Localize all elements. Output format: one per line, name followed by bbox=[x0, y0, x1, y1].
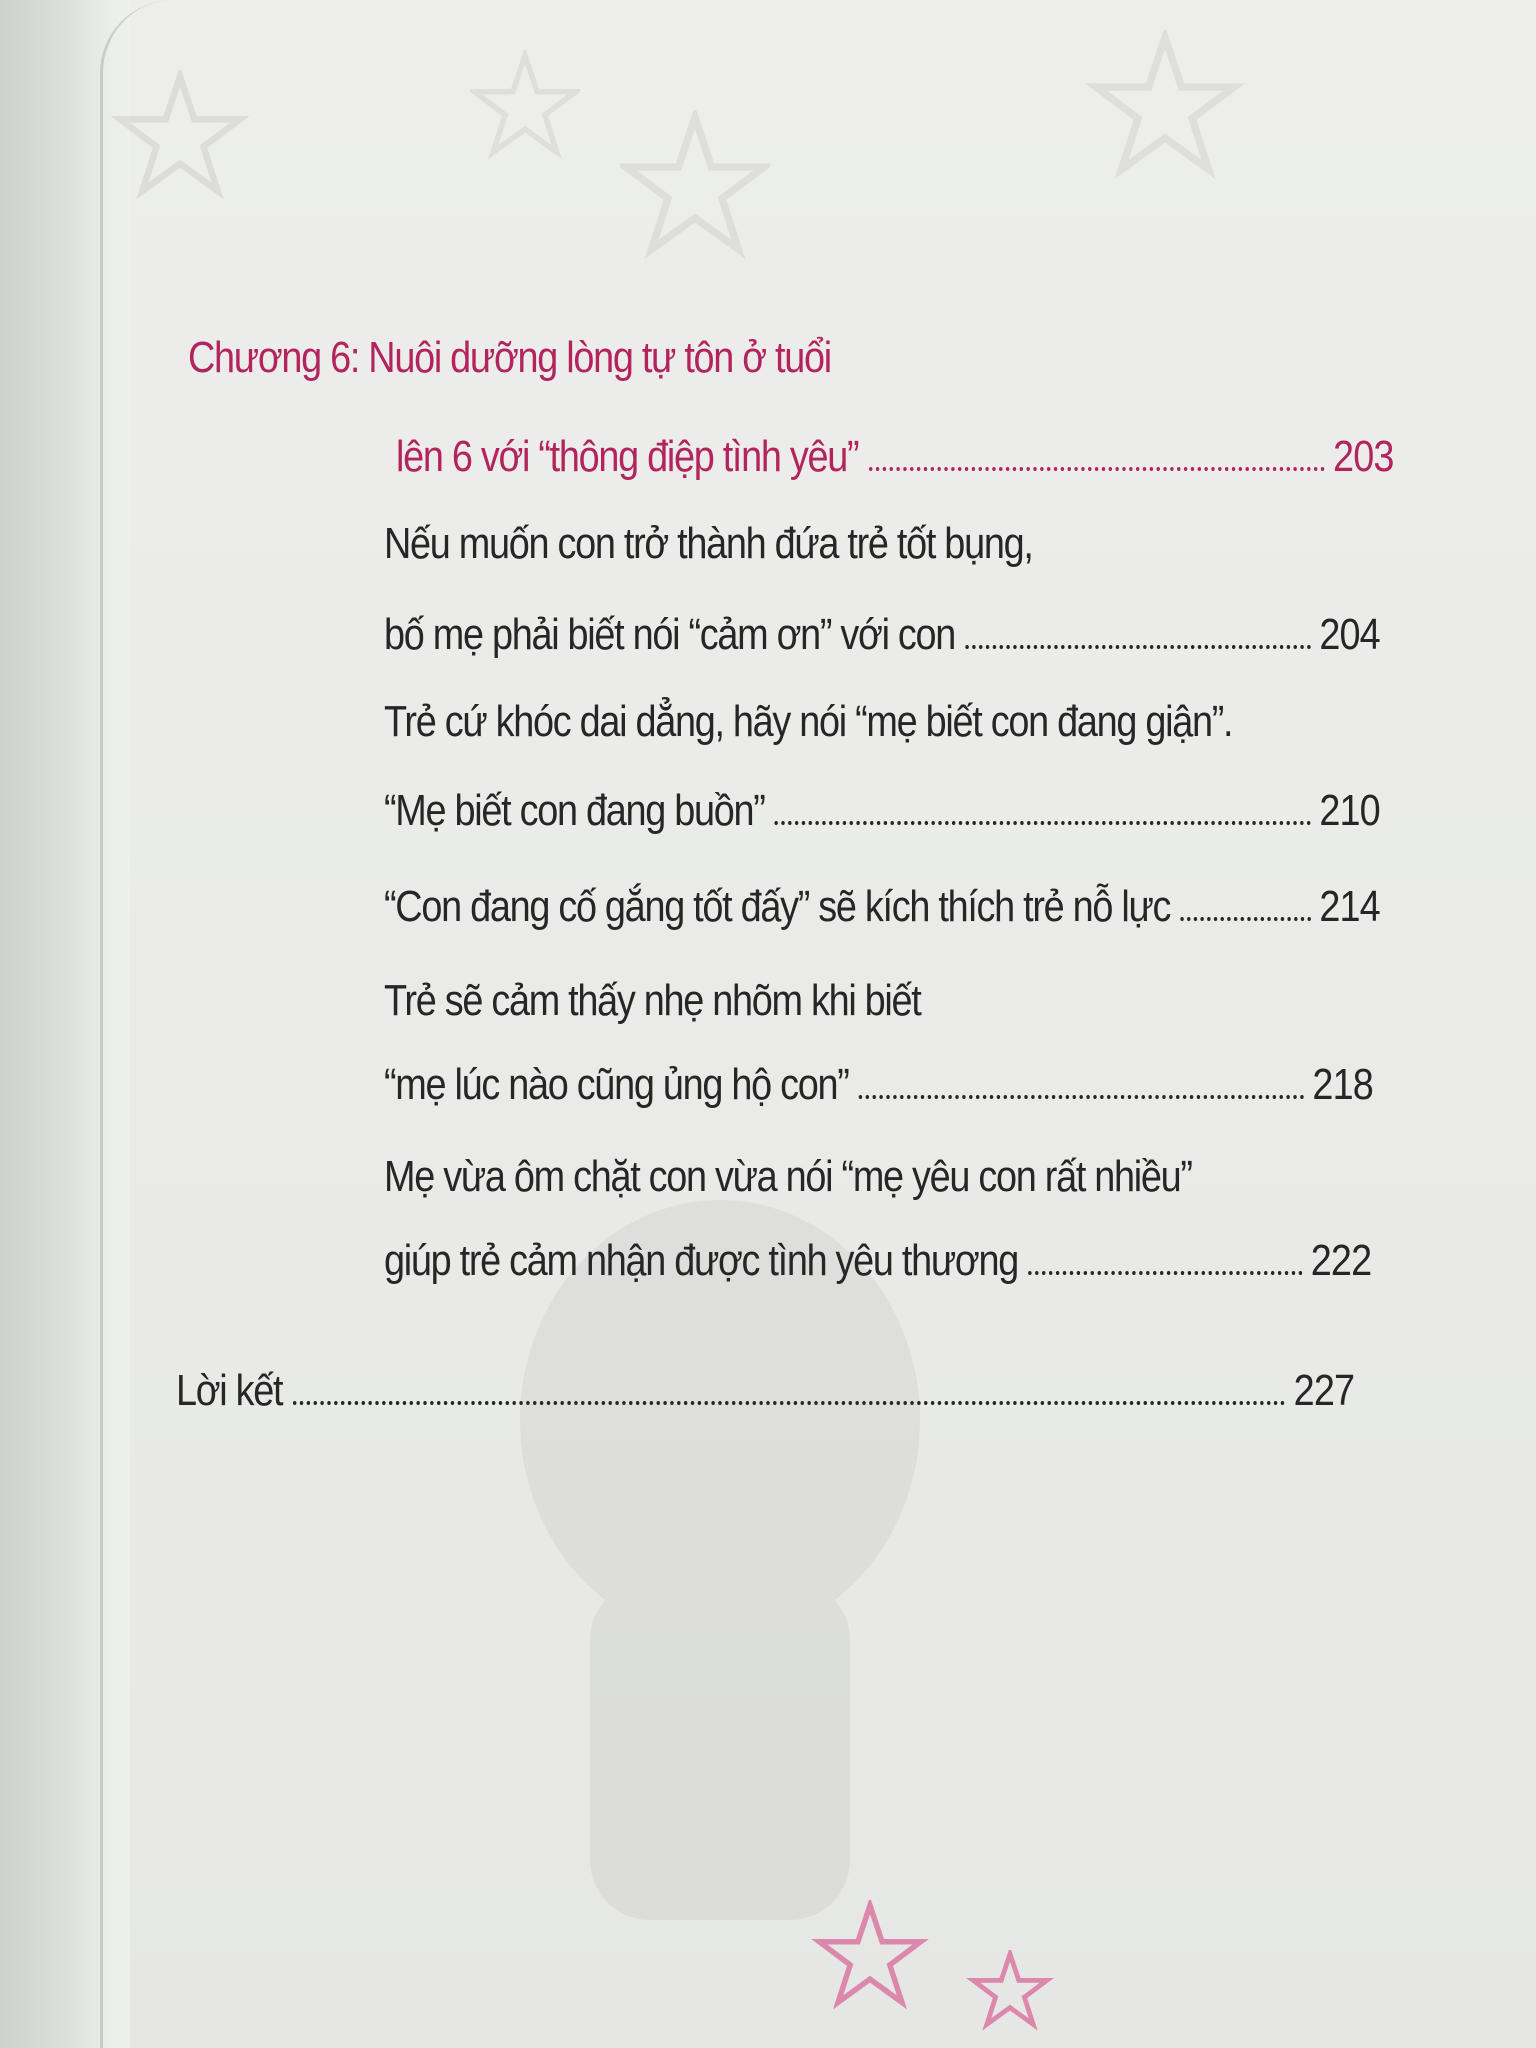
dot-leader bbox=[1028, 1271, 1302, 1275]
page-number: 222 bbox=[1310, 1236, 1372, 1285]
chapter-title-line-1[interactable] bbox=[188, 333, 831, 383]
entry-title: Mẹ vừa ôm chặt con vừa nói “mẹ yêu con rất nhiều” bbox=[384, 1152, 1192, 1201]
toc-entry-5-line-2[interactable] bbox=[384, 1236, 1371, 1286]
toc-entry-2-line-2[interactable] bbox=[384, 786, 1380, 836]
page-number: 218 bbox=[1312, 1060, 1373, 1109]
toc-entry-4-line-2[interactable] bbox=[384, 1060, 1373, 1110]
dot-leader bbox=[1181, 917, 1311, 921]
chapter-title: Chương 6: Nuôi dưỡng lòng tự tôn ở tuổi bbox=[188, 333, 831, 382]
page-number: 204 bbox=[1319, 610, 1380, 659]
toc-entry-2-line-1[interactable] bbox=[384, 697, 1232, 747]
dot-leader bbox=[293, 1401, 1285, 1405]
page-number: 203 bbox=[1333, 432, 1394, 481]
dot-leader bbox=[965, 645, 1310, 649]
entry-title-continued: giúp trẻ cảm nhận được tình yêu thương bbox=[384, 1236, 1018, 1285]
toc-epilogue[interactable] bbox=[176, 1366, 1354, 1416]
toc-entry-3[interactable] bbox=[384, 882, 1380, 932]
toc-entry-4-line-1[interactable] bbox=[384, 976, 921, 1026]
page-number: 227 bbox=[1293, 1366, 1355, 1415]
chapter-title-line-2[interactable] bbox=[396, 432, 1394, 482]
toc-entry-1-line-2[interactable] bbox=[384, 610, 1380, 660]
toc-entry-5-line-1[interactable] bbox=[384, 1152, 1192, 1202]
entry-title: Trẻ cứ khóc dai dẳng, hãy nói “mẹ biết con đang giận”. bbox=[384, 697, 1233, 746]
entry-title: Trẻ sẽ cảm thấy nhẹ nhõm khi biết bbox=[384, 976, 921, 1025]
chapter-subtitle: lên 6 với “thông điệp tình yêu” bbox=[396, 432, 859, 481]
epilogue-title: Lời kết bbox=[176, 1366, 283, 1415]
entry-title-continued: “mẹ lúc nào cũng ủng hộ con” bbox=[384, 1060, 849, 1109]
entry-title-continued: “Mẹ biết con đang buồn” bbox=[384, 786, 765, 835]
toc-entry-1-line-1[interactable] bbox=[384, 519, 1033, 569]
dot-leader bbox=[859, 1095, 1304, 1099]
dot-leader bbox=[869, 467, 1325, 471]
entry-title: Nếu muốn con trở thành đứa trẻ tốt bụng, bbox=[384, 519, 1033, 568]
page-number: 214 bbox=[1319, 882, 1380, 931]
entry-title: “Con đang cố gắng tốt đấy” sẽ kích thích trẻ nỗ lực bbox=[384, 882, 1171, 931]
page-number: 210 bbox=[1319, 786, 1380, 835]
dot-leader bbox=[775, 821, 1311, 825]
entry-title-continued: bố mẹ phải biết nói “cảm ơn” với con bbox=[384, 610, 956, 659]
